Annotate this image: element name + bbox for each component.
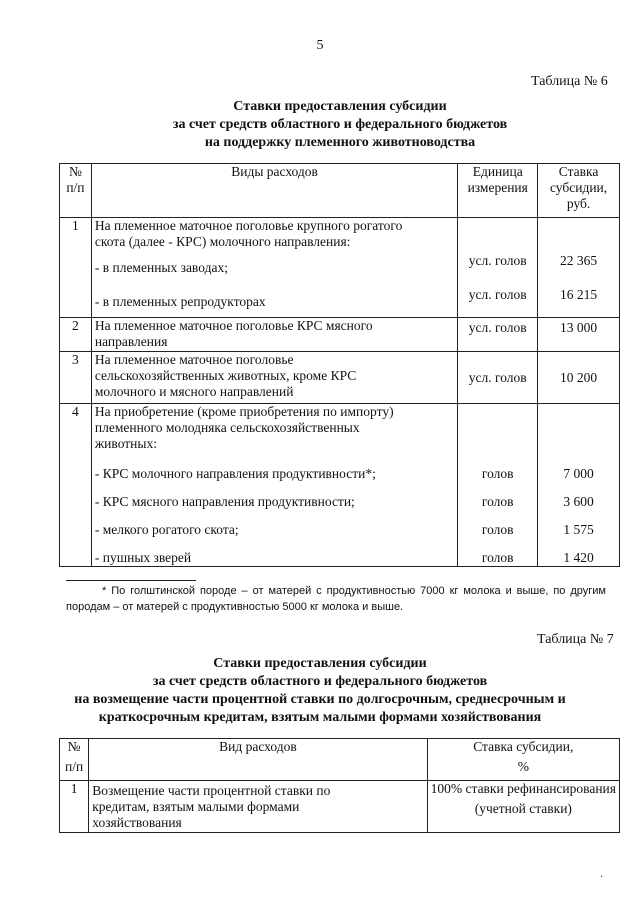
table6-label: Таблица № 6 xyxy=(531,74,608,89)
table7 xyxy=(59,738,620,833)
header-num: № п/п xyxy=(60,739,89,781)
footnote-divider xyxy=(66,580,196,581)
header-num: № п/п xyxy=(60,164,92,218)
row-description: Возмещение части процентной ставки по кредитам, взятым малыми формами хозяйствования xyxy=(89,781,427,833)
page-number: 5 xyxy=(316,38,324,53)
table7-title-line: на возмещение части процентной ставки по долгосрочным, среднесрочным и xyxy=(74,692,566,707)
table7-header-row xyxy=(60,739,620,781)
row-num: 2 xyxy=(60,318,92,352)
table7-title-line: краткосрочным кредитам, взятым малыми формами хозяйствования xyxy=(98,710,542,725)
table6-title xyxy=(0,98,640,152)
scan-mark: · xyxy=(600,872,604,883)
table7-label: Таблица № 7 xyxy=(537,632,614,647)
row-unit: усл. голов xyxy=(458,352,538,404)
header-type: Вид расходов xyxy=(89,739,427,781)
table6 xyxy=(59,163,620,567)
row-num: 1 xyxy=(60,781,89,833)
table6-title-line: Ставки предоставления субсидии xyxy=(233,99,447,114)
table6-header-row xyxy=(60,164,620,218)
row-description: На приобретение (кроме приобретения по импорту) племенного молодняка сельскохозяйственных животных: - КРС молочного направления продуктивности*; - КРС мясного направления продуктивности; - мелкого рогатого скота; - пушных зверей xyxy=(91,404,457,567)
header-rate: Ставка субсидии, руб. xyxy=(538,164,620,218)
row-description: На племенное маточное поголовье крупного рогатого скота (далее - КРС) молочного направления: - в племенных заводах; - в племенных репродукторах xyxy=(91,218,457,318)
row-rate: 22 365 16 215 xyxy=(538,218,620,318)
row-description: На племенное маточное поголовье КРС мясного направления xyxy=(91,318,457,352)
table-row xyxy=(60,404,620,567)
row-rate: 7 000 3 600 1 575 1 420 xyxy=(538,404,620,567)
table6-title-line: за счет средств областного и федерального бюджетов xyxy=(172,117,508,132)
footnote: * По голштинской породе – от матерей с продуктивностью 7000 кг молока и выше, по другим породам – от матерей с продуктивностью 5000 кг молока и выше. xyxy=(66,585,606,613)
table-row xyxy=(60,352,620,404)
row-num: 4 xyxy=(60,404,92,567)
row-num: 1 xyxy=(60,218,92,318)
row-rate: 10 200 xyxy=(538,352,620,404)
header-type: Виды расходов xyxy=(91,164,457,218)
row-rate: 100% ставки рефинансирования (учетной ставки) xyxy=(427,781,619,833)
row-num: 3 xyxy=(60,352,92,404)
row-description: На племенное маточное поголовье сельскохозяйственных животных, кроме КРС молочного и мясного направлений xyxy=(91,352,457,404)
table-row xyxy=(60,781,620,833)
row-unit: усл. голов усл. голов xyxy=(458,218,538,318)
table7-title-line: Ставки предоставления субсидии xyxy=(213,656,427,671)
row-unit: усл. голов xyxy=(458,318,538,352)
table7-title-line: за счет средств областного и федерального бюджетов xyxy=(152,674,488,689)
row-unit: голов голов голов голов xyxy=(458,404,538,567)
table-row xyxy=(60,318,620,352)
row-rate: 13 000 xyxy=(538,318,620,352)
table-row xyxy=(60,218,620,318)
header-unit: Единица измерения xyxy=(458,164,538,218)
header-rate: Ставка субсидии, % xyxy=(427,739,619,781)
table6-title-line: на поддержку племенного животноводства xyxy=(204,135,476,150)
table7-title xyxy=(0,655,640,727)
